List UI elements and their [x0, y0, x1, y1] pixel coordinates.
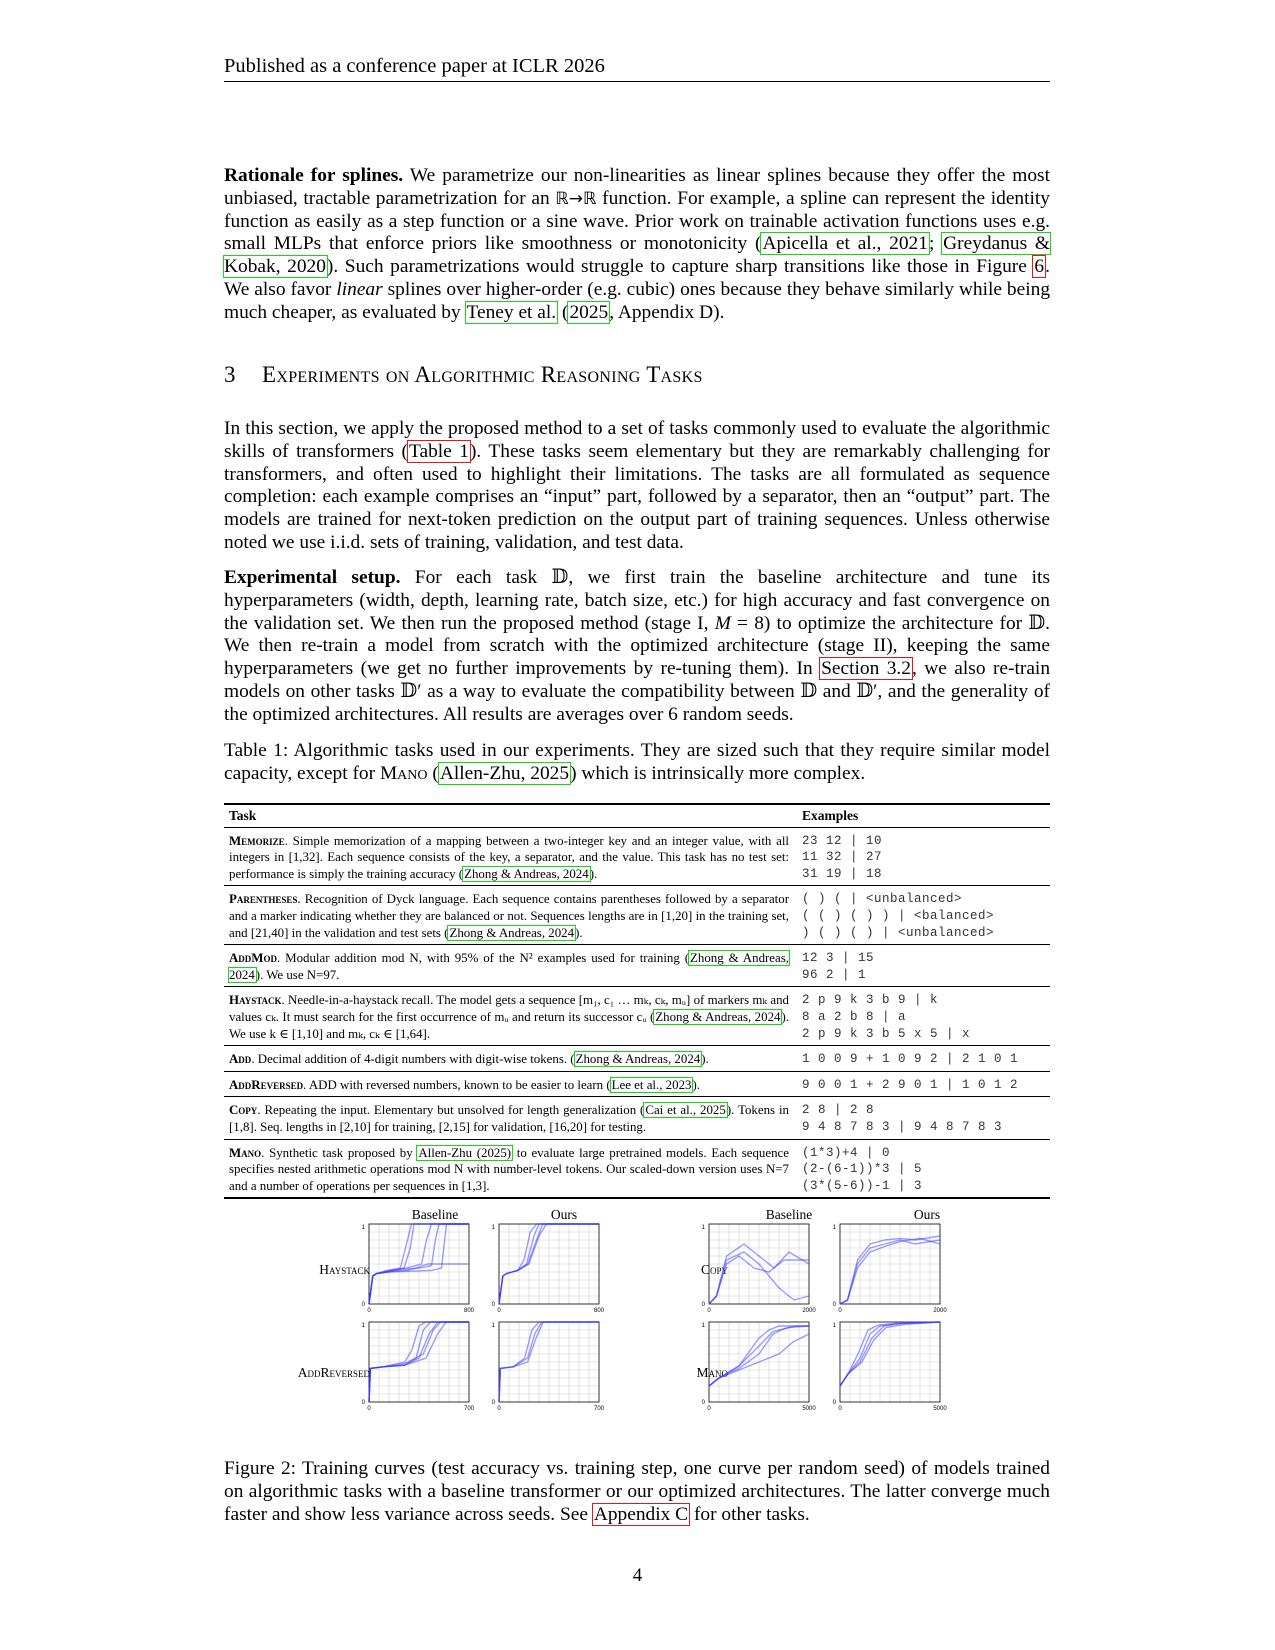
x-tick-label: 5000: [933, 1406, 947, 1412]
text-run: . Modular addition mod N, with 95% of the N² examples used for training (: [276, 951, 690, 966]
series-line: [369, 1224, 469, 1304]
column-header: Task: [224, 804, 794, 827]
series-line: [499, 1322, 599, 1402]
table-row: [224, 827, 1050, 886]
row-label: Mano: [696, 1365, 728, 1380]
y-tick-label: 1: [491, 1323, 495, 1329]
text-run: (: [427, 762, 439, 784]
series-line: [840, 1322, 940, 1386]
text-run: function. For example, a spline can represent the identity function as easily as a step function or a sine wave. Prior work on trainable activation functions uses e.g. small MLPs that enforce priors like smoothness or monotonicity (: [224, 187, 1050, 255]
col-title: Ours: [913, 1207, 941, 1222]
citation-link[interactable]: Greydanus & Kobak, 2020: [224, 233, 1050, 278]
figure-caption: [224, 1458, 1050, 1526]
text-run: ;: [928, 233, 943, 255]
citation-link[interactable]: 2025: [569, 301, 609, 323]
text-run: , Appendix D).: [609, 301, 725, 323]
y-tick-label: 0: [361, 1400, 365, 1406]
training-curve-plot: [492, 1322, 605, 1412]
series-line: [840, 1238, 940, 1304]
task-name: Add: [229, 1052, 252, 1067]
task-description: [224, 987, 794, 1046]
task-name: Haystack: [229, 993, 282, 1008]
table-row: [224, 1139, 1050, 1198]
y-tick-label: 1: [701, 1323, 705, 1329]
col-title: Ours: [550, 1207, 578, 1222]
series-line: [369, 1322, 469, 1402]
text-run: Table 1: Algorithmic tasks used in our experiments. They are sized such that they require similar model capacity, except for: [224, 740, 1050, 784]
math-var: M: [714, 612, 731, 634]
rationale-lead: Rationale for splines.: [224, 165, 404, 186]
table-row: [224, 945, 1050, 987]
table-row: [224, 1097, 1050, 1139]
setup-paragraph: [224, 567, 1050, 727]
series-line: [840, 1322, 940, 1386]
x-tick-label: 0: [497, 1406, 501, 1412]
citation-link[interactable]: Zhong & Andreas, 2024: [229, 951, 789, 982]
citation-link[interactable]: Zhong & Andreas, 2024: [655, 1009, 781, 1024]
text-run: ) which is intrinsically more complex.: [570, 762, 866, 784]
table-row: [224, 886, 1050, 945]
citation-link[interactable]: Allen-Zhu, 2025: [439, 762, 570, 784]
citation-link[interactable]: Cai et al., 2025: [645, 1103, 726, 1118]
text-run: ). We use N=97.: [255, 967, 340, 982]
text-run: , we also re-train models on other tasks 𝔻′ as a way to evaluate the compatibility between 𝔻 and 𝔻′, and the generality of the optimized architectures. All results are averages over 6 random seeds.: [224, 658, 1051, 725]
citation-link[interactable]: Zhong & Andreas, 2024: [449, 925, 575, 940]
emphasis: linear: [336, 278, 383, 300]
series-line: [369, 1224, 469, 1304]
text-run: ).: [575, 925, 583, 940]
training-curve-plot: [362, 1322, 475, 1412]
section-number: 3: [224, 362, 236, 387]
training-curve-plot: [833, 1224, 948, 1314]
task-description: [224, 1046, 794, 1072]
plot-frame: [499, 1322, 599, 1402]
series-line: [840, 1236, 940, 1304]
text-run: . Synthetic task proposed by: [261, 1145, 418, 1160]
x-tick-label: 0: [838, 1406, 842, 1412]
task-examples: 23 12 | 10 11 32 | 27 31 19 | 18: [794, 827, 1050, 886]
series-line: [369, 1322, 469, 1402]
plot-frame: [840, 1322, 940, 1402]
training-curve-plot: [833, 1322, 948, 1412]
text-run: We parametrize our non-linearities as linear splines because they offer the most unbiased, tractable parametrization for an: [224, 165, 1050, 209]
task-description: [224, 1097, 794, 1139]
y-tick-label: 0: [832, 1400, 836, 1406]
task-name: AddReversed: [229, 1077, 304, 1092]
text-run: ).: [589, 866, 598, 881]
text-run: ).: [692, 1077, 700, 1092]
row-label: Haystack: [319, 1262, 370, 1277]
citation-link[interactable]: Zhong & Andreas, 2024: [575, 1052, 701, 1067]
x-tick-label: 800: [463, 1308, 475, 1314]
task-examples: (1*3)+4 | 0 (2-(6-1))*3 | 5 (3*(5-6))-1 | 3: [794, 1139, 1050, 1198]
series-line: [369, 1264, 469, 1304]
task-description: [224, 886, 794, 945]
task-examples: ( ) ( | <unbalanced> ( ( ) ( ) ) | <balanced> ) ( ) ( ) | <unbalanced>: [794, 886, 1050, 945]
x-tick-label: 700: [593, 1406, 605, 1412]
task-examples: 1 0 0 9 + 1 0 9 2 | 2 1 0 1: [794, 1046, 1050, 1072]
setup-lead: Experimental setup.: [224, 567, 401, 588]
plot-frame: [499, 1224, 599, 1304]
intro-paragraph: [224, 418, 1050, 555]
section-title: Experiments on Algorithmic Reasoning Tasks: [262, 362, 703, 387]
y-tick-label: 0: [701, 1302, 705, 1308]
task-examples: 2 p 9 k 3 b 9 | k 8 a 2 b 8 | a 2 p 9 k 3 b 5 x 5 | x: [794, 987, 1050, 1046]
series-line: [499, 1224, 599, 1304]
plot-frame: [709, 1322, 809, 1402]
col-title: Baseline: [765, 1207, 813, 1222]
text-run: for other tasks.: [689, 1503, 810, 1525]
section-link[interactable]: Section 3.2: [821, 658, 911, 680]
text-run: to evaluate large pretrained models. Each sequence specifies nested arithmetic operations mod N with number-level tokens. Our scaled-down version uses N=7 and a number of operations per sequences in [1,3].: [229, 1145, 789, 1193]
x-tick-label: 700: [463, 1406, 475, 1412]
task-examples: 9 0 0 1 + 2 9 0 1 | 1 0 1 2: [794, 1071, 1050, 1097]
series-line: [499, 1322, 599, 1402]
text-run: For each task 𝔻, we first train the baseline architecture and tune its hyperparameters (width, depth, learning rate, batch size, etc.) for high accuracy and fast convergence on the validation set. We then run the proposed method (stage I,: [224, 567, 1050, 634]
series-line: [840, 1322, 940, 1386]
series-line: [369, 1224, 469, 1304]
x-tick-label: 800: [593, 1308, 605, 1314]
x-tick-label: 0: [707, 1308, 711, 1314]
y-tick-label: 1: [832, 1225, 836, 1231]
math-rr: ℝ→ℝ: [555, 188, 597, 209]
y-tick-label: 0: [361, 1302, 365, 1308]
plot-frame: [840, 1224, 940, 1304]
y-tick-label: 1: [361, 1225, 365, 1231]
x-tick-label: 5000: [802, 1406, 816, 1412]
text-run: splines over higher-order (e.g. cubic) ones because they behave similarly while being much cheaper, as evaluated by: [224, 278, 1051, 323]
series-line: [709, 1252, 809, 1304]
tasks-table: [224, 803, 1050, 1199]
series-line: [499, 1224, 599, 1304]
row-label: Copy: [700, 1262, 728, 1277]
table-link[interactable]: Table 1: [409, 440, 469, 462]
series-line: [840, 1240, 940, 1304]
table-row: [224, 987, 1050, 1046]
y-tick-label: 1: [361, 1323, 365, 1329]
task-examples: 2 8 | 2 8 9 4 8 7 8 3 | 9 4 8 7 8 3: [794, 1097, 1050, 1139]
section-heading: [224, 362, 1050, 388]
x-tick-label: 0: [707, 1406, 711, 1412]
training-curve-plot: [492, 1224, 605, 1314]
text-run: ).: [701, 1052, 709, 1067]
text-run: . Repeating the input. Elementary but unsolved for length generalization (: [257, 1103, 645, 1118]
y-tick-label: 1: [832, 1323, 836, 1329]
rationale-paragraph: [224, 165, 1050, 325]
task-name: Mano: [229, 1145, 262, 1160]
series-line: [369, 1322, 469, 1402]
plot-frame: [369, 1224, 469, 1304]
text-run: ). We use k ∈ [1,10] and mₖ, cₖ ∈ [1,64].: [229, 1009, 789, 1041]
y-tick-label: 0: [701, 1400, 705, 1406]
citation-link[interactable]: Allen-Zhu (2025): [418, 1145, 512, 1160]
series-line: [369, 1322, 469, 1402]
y-tick-label: 1: [491, 1225, 495, 1231]
column-header: Examples: [794, 804, 1050, 827]
task-description: [224, 1071, 794, 1097]
col-title: Baseline: [411, 1207, 459, 1222]
appendix-link[interactable]: Appendix C: [593, 1503, 689, 1525]
text-run: . Simple memorization of a mapping between a two-integer key and an integer value, with all integers in [1,32]. Each sequence consists of the key, a separator, and the value. This task has no test set: performance is simply the training accuracy (: [229, 833, 789, 881]
series-line: [499, 1224, 599, 1304]
task-name: Parentheses: [229, 892, 298, 907]
text-run: Figure 2: Training curves (test accuracy vs. training step, one curve per random seed) of models trained on algorithmic tasks with a baseline transformer or our optimized architectures. The latter converge much faster and show less variance across seeds. See: [224, 1458, 1050, 1525]
citation-link[interactable]: Zhong & Andreas, 2024: [464, 866, 589, 881]
task-description: [224, 1139, 794, 1198]
plot-frame: [369, 1322, 469, 1402]
citation-link[interactable]: Teney et al.: [466, 301, 557, 323]
table-header-row: [224, 804, 1050, 827]
text-run: (: [557, 301, 569, 323]
series-line: [369, 1224, 469, 1304]
task-description: [224, 945, 794, 987]
series-line: [840, 1322, 940, 1386]
y-tick-label: 0: [491, 1302, 495, 1308]
text-run: ). Tokens in [1,8]. Seq. lengths in [2,10] for training, [2,15] for validation, [16,20] for testing.: [229, 1103, 789, 1134]
series-line: [499, 1224, 599, 1304]
citation-link[interactable]: Lee et al., 2023: [611, 1077, 692, 1092]
series-line: [369, 1224, 469, 1304]
y-tick-label: 0: [491, 1400, 495, 1406]
x-tick-label: 0: [838, 1308, 842, 1314]
y-tick-label: 1: [701, 1225, 705, 1231]
x-tick-label: 0: [497, 1308, 501, 1314]
table-row: [224, 1071, 1050, 1097]
x-tick-label: 2000: [802, 1308, 816, 1314]
task-name: AddMod: [229, 951, 277, 966]
task-name: Mano: [379, 762, 428, 784]
table-caption: [224, 740, 1050, 786]
task-examples: 12 3 | 15 96 2 | 1: [794, 945, 1050, 987]
row-label: AddReversed: [297, 1365, 370, 1380]
task-name: Copy: [229, 1103, 258, 1118]
text-run: . Recognition of Dyck language. Each sequence contains parentheses followed by a separator and a marker indicating whether they are balanced or not. Sequences lengths are in [1,20] in the training set, and [21,40] in the validation and test sets (: [229, 892, 789, 940]
text-run: In this section, we apply the proposed method to a set of tasks commonly used to evaluate the algorithmic skills of transformers (: [224, 418, 1050, 462]
training-curve-plot: [362, 1224, 475, 1314]
running-header: Published as a conference paper at ICLR 2026: [224, 55, 1050, 82]
task-name: Memorize: [229, 833, 285, 848]
text-run: = 8) to optimize the architecture for 𝔻. We then re-train a model from scratch with the optimized architecture (stage II), keeping the same hyperparameters (we get no further improvements by re-tuning them). In: [224, 612, 1050, 680]
x-tick-label: 2000: [933, 1308, 947, 1314]
page-number: 4: [632, 1565, 643, 1586]
task-description: [224, 827, 794, 886]
x-tick-label: 0: [367, 1406, 371, 1412]
series-line: [499, 1322, 599, 1402]
table-row: [224, 1046, 1050, 1072]
text-run: ). Such parametrizations would struggle to capture sharp transitions like those in Figure: [326, 256, 1034, 278]
x-tick-label: 0: [367, 1308, 371, 1314]
citation-link[interactable]: Apicella et al., 2021: [762, 233, 928, 255]
text-run: . Decimal addition of 4-digit numbers with digit-wise tokens. (: [251, 1052, 575, 1067]
text-run: . ADD with reversed numbers, known to be easier to learn (: [303, 1077, 611, 1092]
y-tick-label: 0: [832, 1302, 836, 1308]
text-run: . We also favor: [224, 256, 1050, 300]
figure-link[interactable]: 6: [1034, 256, 1045, 278]
text-run: . Needle-in-a-haystack recall. The model gets a sequence [m₁, c₁ … mₖ, cₖ, mᵤ] of markers mₖ and values cₖ. It must search for the first occurrence of mᵤ and return its successor cᵤ (: [229, 993, 789, 1024]
text-run: ). These tasks seem elementary but they are remarkably challenging for transformers, and often used to highlight their limitations. The tasks are all formulated as sequence completion: each example comprises an “input” part, followed by a separator, then an “output” part. The models are trained for next-token prediction on the output part of training sequences. Unless otherwise noted we use i.i.d. sets of training, validation, and test data.: [224, 440, 1050, 553]
series-line: [369, 1322, 469, 1402]
